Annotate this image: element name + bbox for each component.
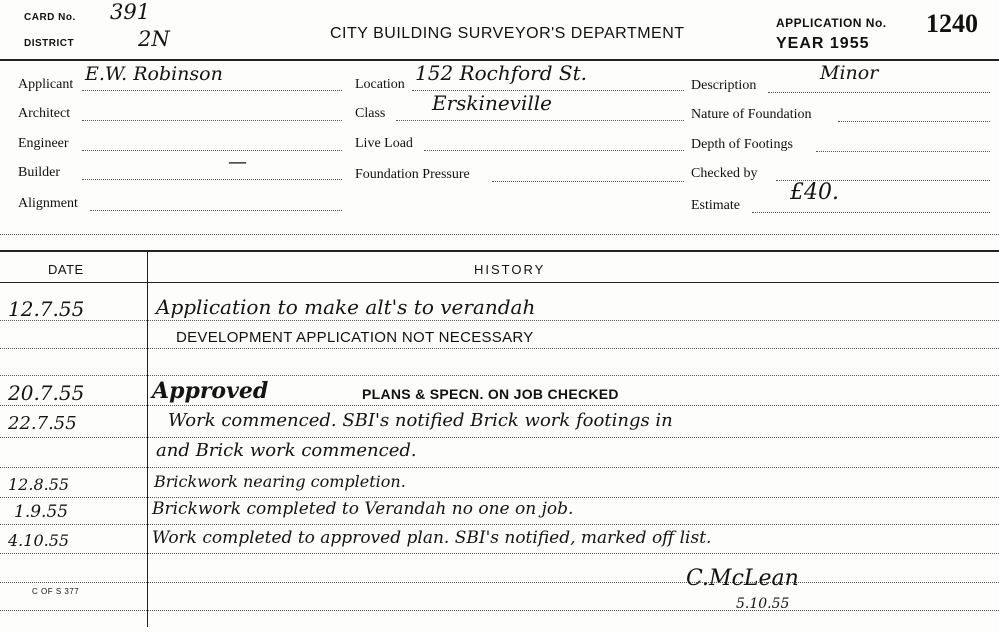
applicant-line bbox=[82, 90, 342, 91]
estimate-value: £40. bbox=[790, 180, 839, 205]
class-value: Erskineville bbox=[432, 91, 552, 115]
applicant-label: Applicant bbox=[18, 77, 74, 92]
ruled-line bbox=[0, 320, 999, 321]
signature-date: 5.10.55 bbox=[736, 596, 790, 612]
form-code: C OF S 377 bbox=[32, 587, 80, 596]
checked-by-label: Checked by bbox=[691, 166, 758, 181]
card-no-label: CARD No. bbox=[24, 12, 76, 23]
history-date: 20.7.55 bbox=[8, 381, 85, 405]
district-label: DISTRICT bbox=[24, 38, 75, 49]
architect-label: Architect bbox=[18, 106, 71, 121]
history-entry: Application to make alt's to verandah bbox=[156, 295, 536, 319]
engineer-line bbox=[82, 150, 342, 151]
signature: C.McLean bbox=[686, 566, 799, 591]
application-no-value: 1240 bbox=[926, 9, 978, 38]
history-entry: Brickwork nearing completion. bbox=[154, 472, 406, 491]
district-value: 2N bbox=[138, 27, 170, 51]
date-column-divider bbox=[147, 252, 148, 627]
foundation-pressure-label: Foundation Pressure bbox=[355, 167, 470, 182]
history-date: 1.9.55 bbox=[14, 502, 69, 522]
ruled-line bbox=[0, 405, 999, 406]
ruled-line bbox=[0, 497, 999, 498]
builder-line bbox=[82, 179, 342, 180]
history-date: 12.8.55 bbox=[8, 475, 70, 494]
history-date: 4.10.55 bbox=[8, 531, 70, 550]
history-header: HISTORY bbox=[474, 262, 546, 277]
ruled-line bbox=[0, 524, 999, 525]
nature-of-foundation-line bbox=[838, 121, 990, 122]
department-title: CITY BUILDING SURVEYOR'S DEPARTMENT bbox=[330, 25, 685, 42]
alignment-line bbox=[90, 210, 342, 211]
history-stamp-plans: PLANS & SPECN. ON JOB CHECKED bbox=[362, 386, 619, 402]
history-date: 12.7.55 bbox=[8, 297, 85, 321]
date-header: DATE bbox=[48, 262, 84, 277]
history-entry: Approved bbox=[152, 378, 269, 404]
foundation-pressure-line bbox=[492, 181, 684, 182]
applicant-value: E.W. Robinson bbox=[85, 63, 223, 85]
class-line bbox=[396, 120, 684, 121]
history-stamp-development: DEVELOPMENT APPLICATION NOT NECESSARY bbox=[176, 329, 534, 346]
history-top-rule bbox=[0, 250, 999, 252]
nature-of-foundation-label: Nature of Foundation bbox=[691, 107, 812, 122]
description-line bbox=[768, 92, 990, 93]
description-label: Description bbox=[691, 78, 757, 93]
history-entry: and Brick work commenced. bbox=[156, 440, 417, 461]
application-no-label: APPLICATION No. bbox=[776, 16, 887, 30]
depth-of-footings-line bbox=[816, 151, 990, 152]
description-value: Minor bbox=[820, 62, 879, 84]
ruled-line bbox=[0, 375, 999, 376]
history-date: 22.7.55 bbox=[8, 413, 77, 434]
class-label: Class bbox=[355, 106, 386, 121]
estimate-label: Estimate bbox=[691, 198, 740, 213]
location-value: 152 Rochford St. bbox=[415, 61, 587, 85]
engineer-label: Engineer bbox=[18, 136, 69, 151]
history-entry: Work completed to approved plan. SBI's notified, marked off list. bbox=[152, 528, 712, 548]
location-label: Location bbox=[355, 77, 405, 92]
alignment-label: Alignment bbox=[18, 196, 78, 211]
ruled-line bbox=[0, 348, 999, 349]
fields-bottom-dots bbox=[0, 234, 999, 235]
ruled-line bbox=[0, 582, 999, 583]
year-label: YEAR 1955 bbox=[776, 35, 870, 52]
live-load-line bbox=[424, 150, 684, 151]
history-header-rule bbox=[0, 282, 999, 283]
ruled-line bbox=[0, 467, 999, 468]
architect-line bbox=[82, 120, 342, 121]
estimate-line bbox=[752, 212, 990, 213]
live-load-label: Live Load bbox=[355, 136, 413, 151]
depth-of-footings-label: Depth of Footings bbox=[691, 137, 793, 152]
ruled-line bbox=[0, 610, 999, 611]
history-entry: Work commenced. SBI's notified Brick work footings in bbox=[168, 410, 673, 431]
ruled-line bbox=[0, 553, 999, 554]
card-no-value: 391 bbox=[110, 0, 151, 24]
ruled-line bbox=[0, 437, 999, 438]
history-entry: Brickwork completed to Verandah no one on job. bbox=[152, 499, 574, 519]
builder-label: Builder bbox=[18, 165, 60, 180]
builder-value: — bbox=[228, 151, 247, 173]
